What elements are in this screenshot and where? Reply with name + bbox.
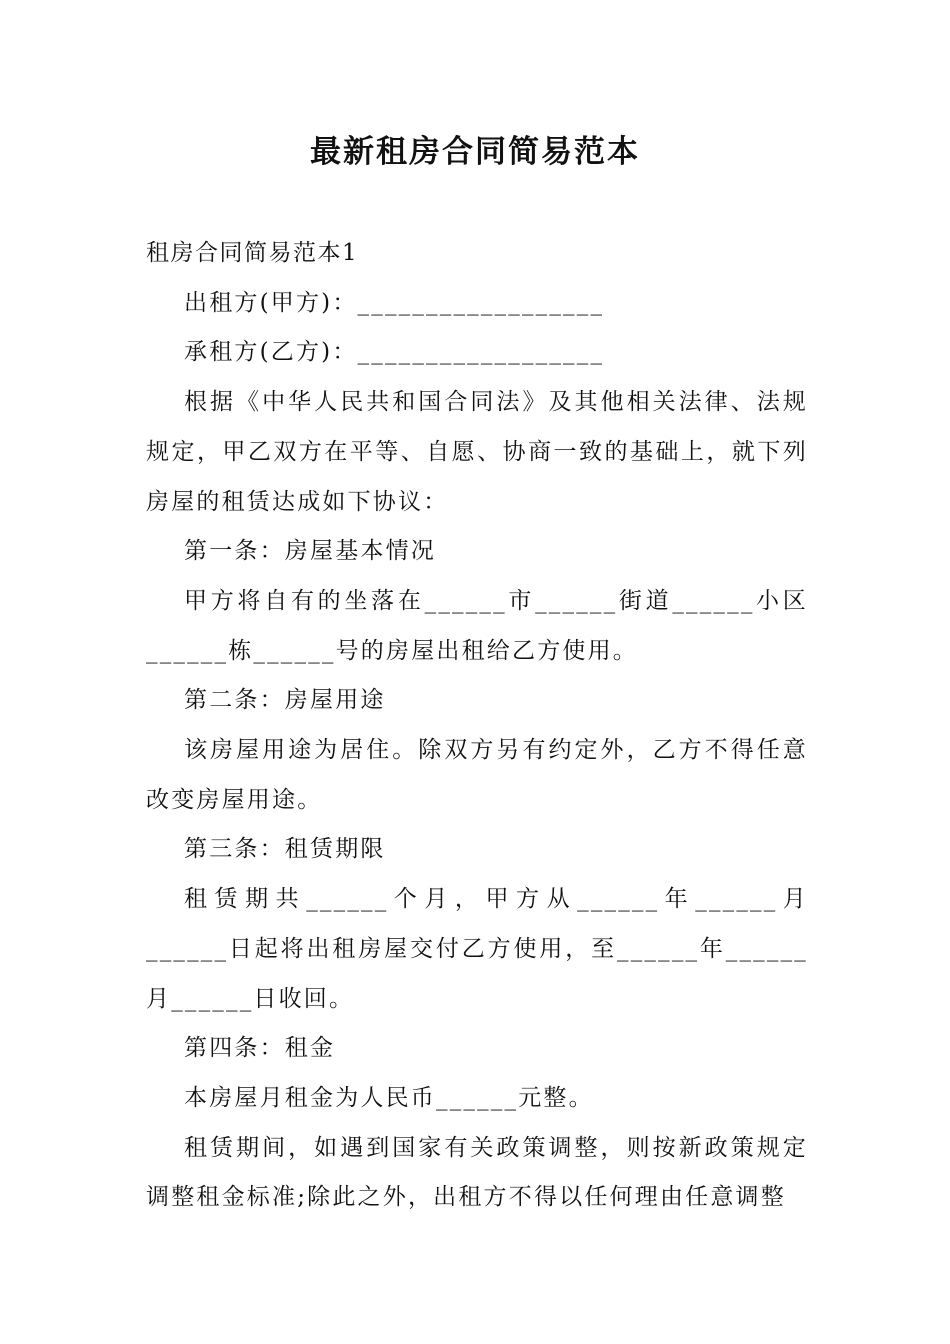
article-3-body: 租赁期共______个月，甲方从______年______月______日起将出租房屋交付乙方使用，至______年______月______日收回。 [146,886,808,1012]
article-2-heading: 第二条：房屋用途 [184,687,386,714]
lessor-line: 出租方(甲方)：__________________ [184,289,605,316]
article-4-body: 本房屋月租金为人民币______元整。 [184,1084,594,1111]
article-2-body: 该房屋用途为居住。除双方另有约定外，乙方不得任意改变房屋用途。 [146,737,808,813]
article-4-heading: 第四条：租金 [184,1035,336,1062]
lessee-line: 承租方(乙方)：__________________ [184,339,605,366]
article-1-body: 甲方将自有的坐落在______市______街道______小区______栋______号的房屋出租给乙方使用。 [146,587,808,664]
document-body [146,229,808,1223]
article-4-adjust: 租赁期间，如遇到国家有关政策调整，则按新政策规定调整租金标准;除此之外，出租方不得以任何理由任意调整 [146,1134,808,1211]
section-heading: 租房合同简易范本1 [146,240,359,266]
article-1-heading: 第一条：房屋基本情况 [184,538,436,565]
document-title: 最新租房合同简易范本 [310,134,640,170]
preamble-paragraph: 根据《中华人民共和国合同法》及其他相关法律、法规规定，甲乙双方在平等、自愿、协商一致的基础上，就下列房屋的租赁达成如下协议： [146,389,808,515]
article-3-heading: 第三条：租赁期限 [184,836,386,863]
